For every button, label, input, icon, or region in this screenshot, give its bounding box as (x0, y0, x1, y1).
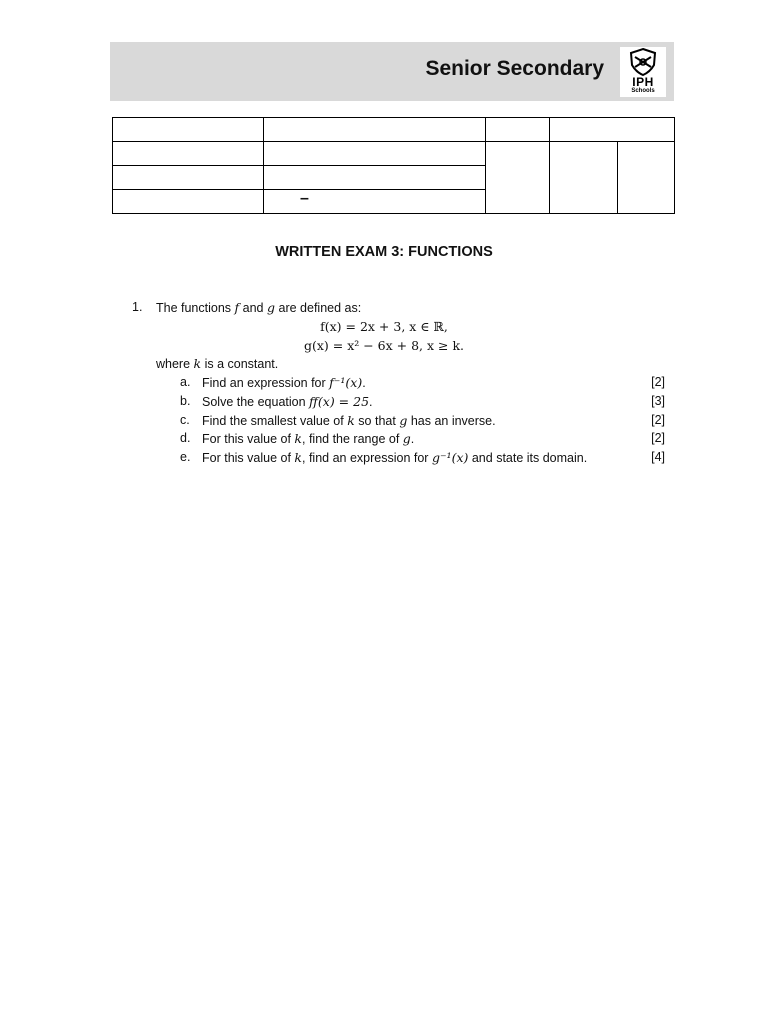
part-a-letter: a. (180, 375, 191, 389)
where-rest: is a constant. (204, 357, 279, 371)
part-b-marks: [3] (651, 394, 665, 408)
school-logo (620, 47, 666, 97)
table-cell[interactable] (550, 142, 618, 214)
table-dash: – (300, 190, 309, 207)
intro-text: The functions (156, 301, 232, 315)
table-cell[interactable] (486, 142, 550, 214)
table-cell[interactable] (113, 142, 264, 166)
part-d-math: k (294, 431, 302, 446)
part-c-mid: so that (358, 414, 396, 428)
table-cell[interactable] (113, 118, 264, 142)
logo-sub-text: Schools (631, 88, 655, 94)
table-cell[interactable] (486, 118, 550, 142)
table-cell[interactable] (113, 166, 264, 190)
question-intro (156, 300, 361, 315)
part-e-pre: For this value of (202, 451, 291, 465)
table-cell[interactable] (113, 190, 264, 214)
exam-title: WRITTEN EXAM 3: FUNCTIONS (275, 244, 493, 260)
part-e-post: and state its domain. (471, 451, 588, 465)
equation-f: f(x) = 2x + 3, x ∈ ℝ, (320, 319, 448, 334)
question-number: 1. (132, 300, 143, 314)
part-d-math2: g (402, 431, 411, 446)
part-c-text (202, 413, 496, 428)
header-title: Senior Secondary (425, 57, 604, 80)
part-e-math2: g⁻¹(x) (431, 450, 469, 465)
table-cell[interactable] (264, 118, 486, 142)
part-d-text (202, 431, 414, 446)
part-a-text (202, 375, 366, 390)
part-a-math: f⁻¹(x) (329, 375, 363, 390)
part-b-pre: Solve the equation (202, 395, 306, 409)
part-c-math2: g (399, 413, 408, 428)
table-cell[interactable] (550, 118, 675, 142)
part-a-marks: [2] (651, 375, 665, 389)
part-e-text (202, 450, 587, 465)
part-e-letter: e. (180, 450, 191, 464)
part-d-mid: , find the range of (302, 432, 400, 446)
where-text: where (156, 357, 191, 371)
intro-and: and (242, 301, 264, 315)
part-b-math: ff(x) = 25 (309, 394, 370, 409)
intro-end: are defined as: (278, 301, 362, 315)
table-cell[interactable] (264, 190, 486, 214)
part-d-marks: [2] (651, 431, 665, 445)
table-cell[interactable] (264, 142, 486, 166)
part-c-pre: Find the smallest value of (202, 414, 344, 428)
part-e-marks: [4] (651, 450, 665, 464)
part-c-letter: c. (180, 413, 190, 427)
part-c-post: has an inverse. (410, 414, 496, 428)
part-d-post: . (410, 432, 415, 446)
part-b-letter: b. (180, 394, 191, 408)
part-b-post: . (369, 395, 373, 409)
table-cell[interactable] (618, 142, 675, 214)
part-e-mid: , find an expression for (302, 451, 429, 465)
shield-icon (620, 47, 666, 77)
intro-g: g (267, 300, 276, 315)
where-k: k (193, 356, 202, 371)
intro-f: f (234, 300, 240, 315)
part-a-post: . (362, 376, 366, 390)
part-d-pre: For this value of (202, 432, 291, 446)
logo-main-text: IPH (632, 75, 654, 89)
part-a-pre: Find an expression for (202, 376, 326, 390)
equation-g: g(x) = x² − 6x + 8, x ≥ k. (303, 338, 465, 353)
part-e-math: k (294, 450, 302, 465)
header-bar (110, 42, 674, 101)
where-line (156, 356, 278, 371)
student-info-table (112, 117, 675, 214)
part-b-text (202, 394, 373, 409)
table-cell[interactable] (264, 166, 486, 190)
part-d-letter: d. (180, 431, 191, 445)
part-c-math: k (347, 413, 355, 428)
part-c-marks: [2] (651, 413, 665, 427)
